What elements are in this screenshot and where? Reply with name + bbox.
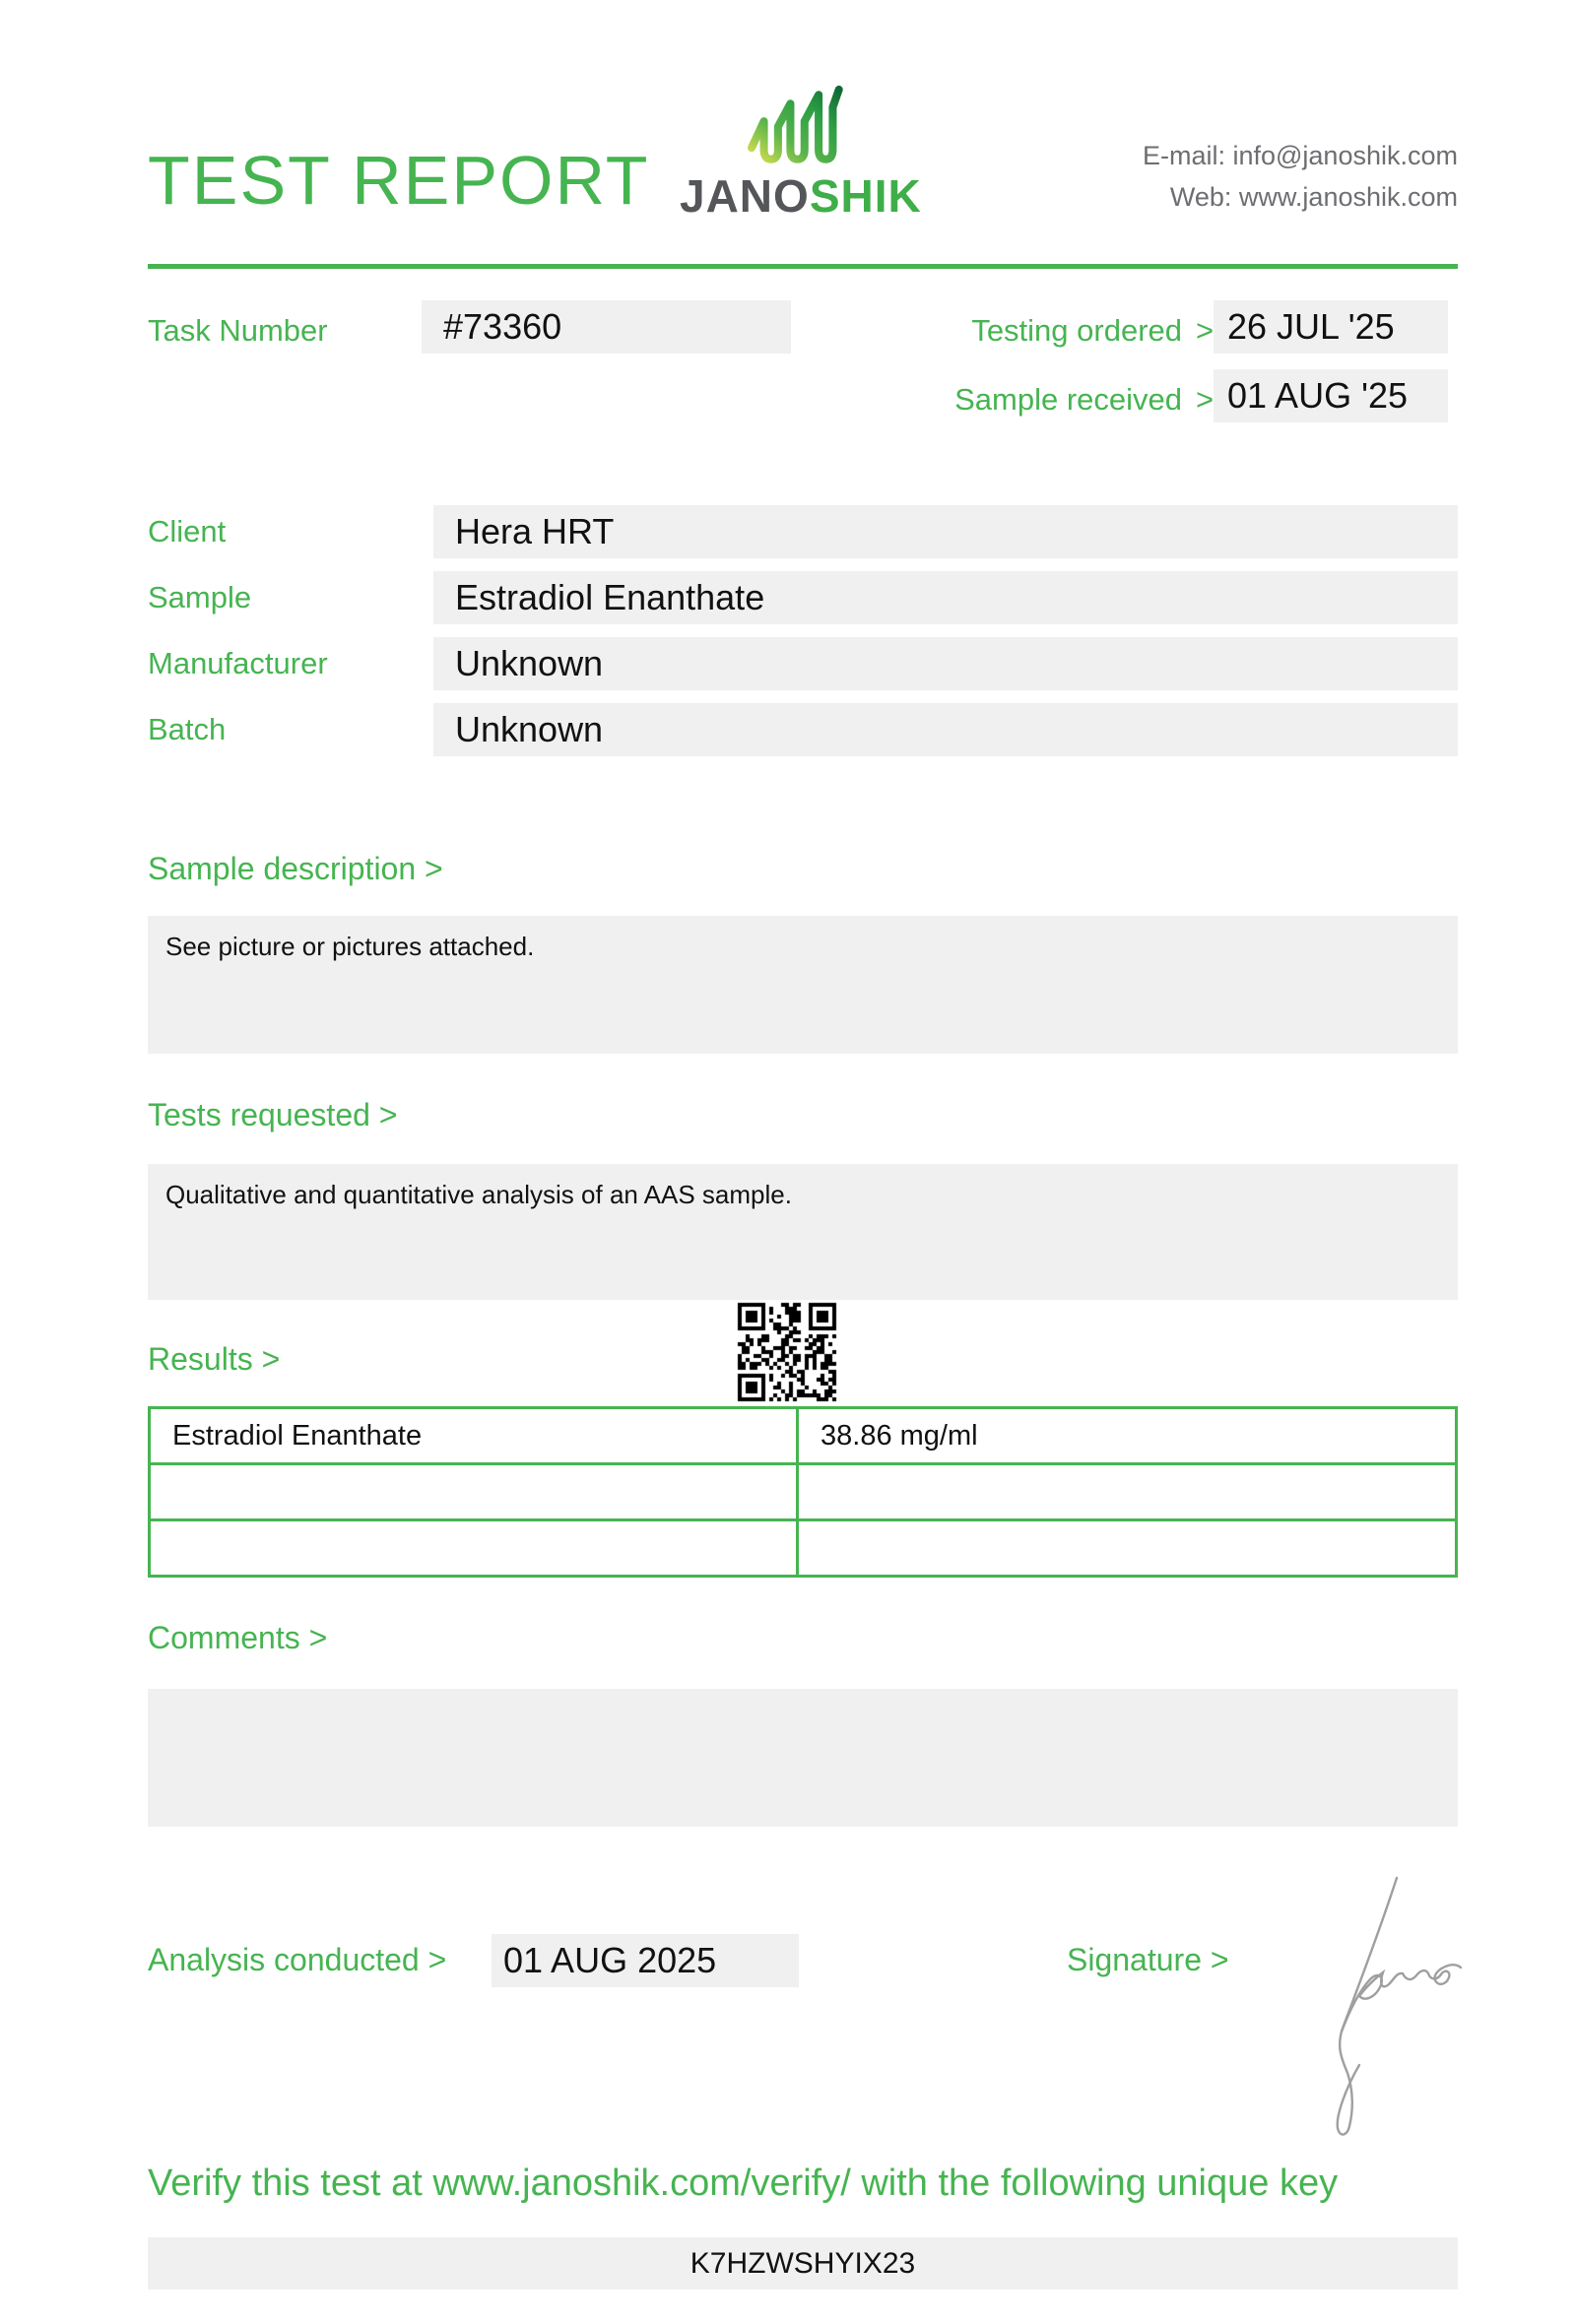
analysis-date-value: 01 AUG 2025	[503, 1940, 717, 1980]
batch-value-box	[433, 703, 1458, 756]
sample-received-label: Sample received	[954, 382, 1182, 417]
contact-email: E-mail: info@janoshik.com	[1142, 141, 1458, 170]
janoshik-logo	[680, 81, 922, 223]
testing-ordered-label: Testing ordered	[971, 313, 1182, 348]
logo-word-green: SHIK	[809, 170, 922, 222]
batch-value: Unknown	[455, 709, 604, 749]
info-row-batch	[148, 703, 1458, 756]
manufacturer-label: Manufacturer	[148, 646, 328, 680]
sample-received-row	[901, 382, 1214, 418]
comments-heading: Comments >	[148, 1620, 328, 1655]
table-row	[150, 1408, 1457, 1464]
contact-web: Web: www.janoshik.com	[1169, 181, 1458, 212]
growth-chart-icon	[740, 81, 848, 165]
testing-ordered-chevron-icon: >	[1196, 313, 1215, 348]
result-analyte-cell	[150, 1520, 798, 1577]
client-value-box	[433, 505, 1458, 558]
sample-label: Sample	[148, 580, 252, 614]
signature-image	[1280, 1876, 1478, 2142]
info-row-sample	[148, 571, 1458, 624]
analysis-conducted-label: Analysis conducted >	[148, 1942, 447, 1977]
tests-requested-text: Qualitative and quantitative analysis of an AAS sample.	[165, 1180, 792, 1209]
table-row	[150, 1464, 1457, 1520]
sample-description-heading: Sample description >	[148, 851, 443, 886]
testing-ordered-row	[901, 313, 1214, 349]
signature-label: Signature >	[1067, 1942, 1229, 1977]
testing-ordered-value: 26 JUL '25	[1227, 306, 1395, 347]
analysis-date-box	[492, 1934, 799, 1987]
result-value-cell	[798, 1520, 1457, 1577]
verify-key-value: K7HZWSHYIX23	[690, 2246, 916, 2280]
sample-received-box	[1214, 369, 1448, 422]
task-number-value: #73360	[443, 306, 562, 347]
result-analyte-cell: Estradiol Enanthate	[150, 1408, 798, 1464]
tests-requested-heading: Tests requested >	[148, 1097, 398, 1132]
result-value-cell	[798, 1464, 1457, 1520]
testing-ordered-box	[1214, 300, 1448, 354]
sample-description-box	[148, 916, 1458, 1054]
sample-value-box	[433, 571, 1458, 624]
qr-code	[737, 1302, 837, 1402]
header-divider	[148, 264, 1458, 269]
manufacturer-value: Unknown	[455, 643, 604, 683]
results-table	[148, 1406, 1458, 1578]
verify-key-bar	[148, 2237, 1458, 2290]
info-row-manufacturer	[148, 637, 1458, 690]
task-number-box	[422, 300, 791, 354]
page-title: TEST REPORT	[148, 142, 650, 219]
sample-value: Estradiol Enanthate	[455, 577, 765, 617]
result-analyte-cell	[150, 1464, 798, 1520]
client-label: Client	[148, 514, 227, 549]
sample-received-chevron-icon: >	[1196, 382, 1215, 417]
result-value-cell: 38.86 mg/ml	[798, 1408, 1457, 1464]
verify-instruction: Verify this test at www.janoshik.com/verify/ with the following unique key	[148, 2163, 1339, 2204]
logo-wordmark	[680, 169, 922, 223]
tests-requested-box	[148, 1164, 1458, 1300]
logo-word-dark: JANO	[680, 170, 810, 222]
results-heading: Results >	[148, 1341, 281, 1377]
client-value: Hera HRT	[455, 511, 615, 551]
contact-block	[985, 136, 1458, 219]
manufacturer-value-box	[433, 637, 1458, 690]
info-row-client	[148, 505, 1458, 558]
batch-label: Batch	[148, 712, 227, 746]
table-row	[150, 1520, 1457, 1577]
sample-description-text: See picture or pictures attached.	[165, 932, 535, 961]
task-number-label: Task Number	[148, 313, 328, 348]
comments-box	[148, 1689, 1458, 1827]
sample-received-value: 01 AUG '25	[1227, 375, 1408, 416]
